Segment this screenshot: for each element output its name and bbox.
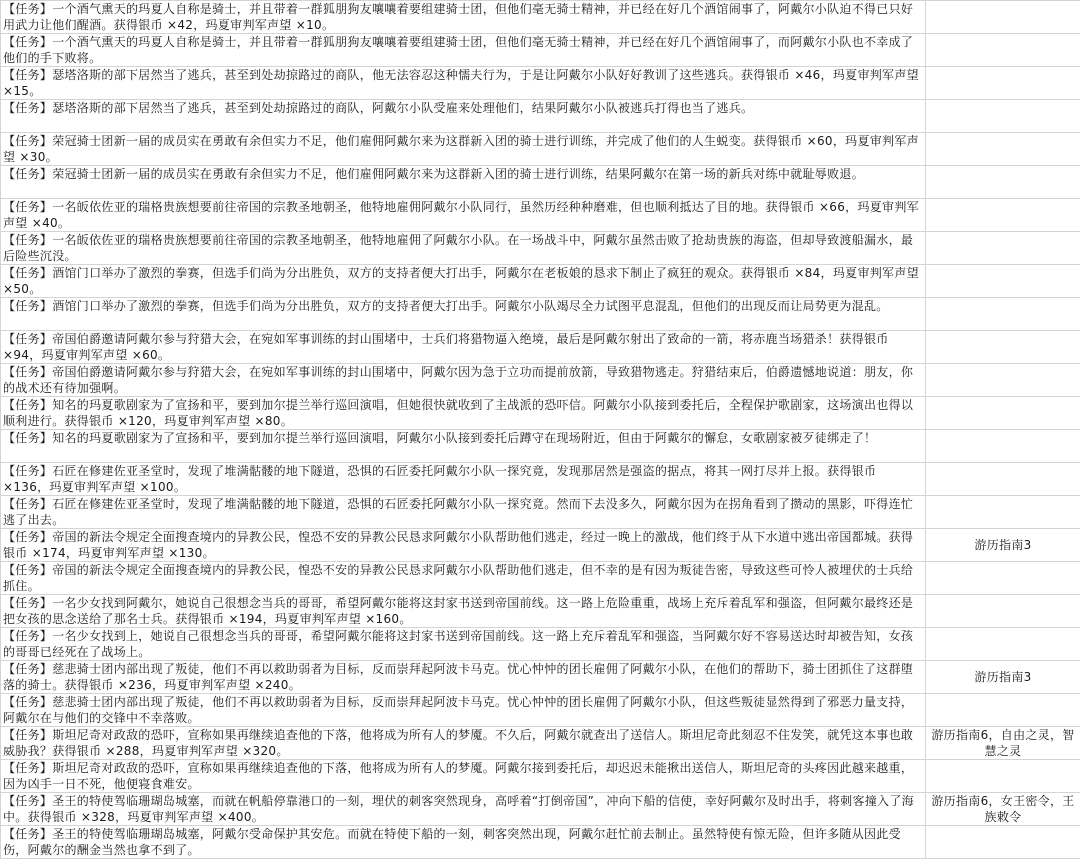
reward-note-cell[interactable] [926,34,1080,67]
quest-description-cell[interactable]: 【任务】一名皈依佐亚的瑞格贵族想要前往帝国的宗教圣地朝圣，他特地雇佣了阿戴尔小队。在一场战斗中，阿戴尔虽然击败了抢劫贵族的海盗，但却导致渡船漏水，最后险些沉没。 [1,232,926,265]
quest-description-cell[interactable]: 【任务】酒馆门口举办了激烈的拳赛，但选手们尚为分出胜负，双方的支持者便大打出手，阿戴尔在老板娘的恳求下制止了疯狂的观众。获得银币 ×84，玛夏审判军声望 ×50。 [1,265,926,298]
quest-description-cell[interactable]: 【任务】圣王的特使驾临珊瑚岛城塞，阿戴尔受命保护其安危。而就在特使下船的一刻，刺客突然出现，阿戴尔赶忙前去制止。虽然特使有惊无险，但许多随从因此受伤，阿戴尔的酬金当然也拿不到了。 [1,826,926,859]
reward-note-cell[interactable] [926,628,1080,661]
table-row [1,595,1080,628]
quest-description-cell[interactable]: 【任务】一名皈依佐亚的瑞格贵族想要前往帝国的宗教圣地朝圣，他特地雇佣阿戴尔小队同行，虽然历经种种磨难，但也顺利抵达了目的地。获得银币 ×66，玛夏审判军声望 ×40。 [1,199,926,232]
table-row [1,826,1080,859]
reward-note-cell[interactable]: 游历指南6，自由之灵，智慧之灵 [926,727,1080,760]
reward-note-cell[interactable] [926,1,1080,34]
table-row [1,562,1080,595]
quest-description-cell[interactable]: 【任务】慈悲骑士团内部出现了叛徒，他们不再以救助弱者为目标，反而崇拜起阿波卡马克。忧心忡忡的团长雇佣了阿戴尔小队，但这些叛徒显然得到了邪恶力量支持，阿戴尔在与他们的交锋中不幸落败。 [1,694,926,727]
table-row [1,199,1080,232]
table-row [1,67,1080,100]
table-row [1,661,1080,694]
reward-note-cell[interactable] [926,100,1080,133]
reward-note-cell[interactable] [926,430,1080,463]
table-row [1,331,1080,364]
table-row [1,133,1080,166]
quest-description-cell[interactable]: 【任务】一名少女找到上，她说自己很想念当兵的哥哥，希望阿戴尔能将这封家书送到帝国前线。这一路上充斥着乱军和强盗，当阿戴尔好不容易送达时却被告知，女孩的哥哥已经死在了战场上。 [1,628,926,661]
reward-note-cell[interactable] [926,562,1080,595]
reward-note-cell[interactable]: 游历指南3 [926,529,1080,562]
table-row [1,727,1080,760]
quest-description-cell[interactable]: 【任务】知名的玛夏歌剧家为了宣扬和平，要到加尔提兰举行巡回演唱，阿戴尔小队接到委托后蹲守在现场附近，但由于阿戴尔的懈怠，女歌剧家被歹徒绑走了！ [1,430,926,463]
quest-description-cell[interactable]: 【任务】帝国伯爵邀请阿戴尔参与狩猎大会，在宛如军事训练的封山围堵中，士兵们将猎物逼入绝境，最后是阿戴尔射出了致命的一箭，将赤鹿当场猎杀！获得银币 ×94，玛夏审判军声望 ×60。 [1,331,926,364]
reward-note-cell[interactable] [926,67,1080,100]
table-row [1,34,1080,67]
quest-description-cell[interactable]: 【任务】帝国的新法令规定全面搜查境内的异教公民，惶恐不安的异教公民恳求阿戴尔小队帮助他们逃走，但不幸的是有因为叛徒告密，导致这些可怜人被埋伏的士兵给抓住。 [1,562,926,595]
reward-note-cell[interactable] [926,496,1080,529]
table-row [1,298,1080,331]
table-row [1,628,1080,661]
table-row [1,760,1080,793]
quest-description-cell[interactable]: 【任务】酒馆门口举办了激烈的拳赛，但选手们尚为分出胜负，双方的支持者便大打出手。阿戴尔小队竭尽全力试图平息混乱，但他们的出现反而让局势更为混乱。 [1,298,926,331]
reward-note-cell[interactable] [926,199,1080,232]
reward-note-cell[interactable] [926,826,1080,859]
reward-note-cell[interactable] [926,232,1080,265]
table-row [1,1,1080,34]
table-row [1,529,1080,562]
table-row [1,463,1080,496]
table-row [1,430,1080,463]
quest-description-cell[interactable]: 【任务】石匠在修建佐亚圣堂时，发现了堆满骷髅的地下隧道，恐惧的石匠委托阿戴尔小队一探究竟，发现那居然是强盗的据点，将其一网打尽并上报。获得银币 ×136，玛夏审判军声望 ×100。 [1,463,926,496]
quest-description-cell[interactable]: 【任务】帝国的新法令规定全面搜查境内的异教公民，惶恐不安的异教公民恳求阿戴尔小队帮助他们逃走，经过一晚上的激战，他们终于从下水道中逃出帝国都城。获得银币 ×174，玛夏审判军声望 ×130。 [1,529,926,562]
reward-note-cell[interactable] [926,760,1080,793]
table-row [1,232,1080,265]
quest-description-cell[interactable]: 【任务】圣王的特使驾临珊瑚岛城塞，而就在帆船停靠港口的一刻，埋伏的刺客突然现身，高呼着“打倒帝国”，冲向下船的信使，幸好阿戴尔及时出手，将刺客撞入了海中。获得银币 ×328，玛夏审判军声望 ×400。 [1,793,926,826]
reward-note-cell[interactable]: 游历指南6，女王密令，王族敕令 [926,793,1080,826]
quest-table-body [1,1,1080,859]
quest-description-cell[interactable]: 【任务】一个酒气熏天的玛夏人自称是骑士，并且带着一群狐朋狗友嚷嚷着要组建骑士团，但他们毫无骑士精神，并已经在好几个酒馆闹事了，阿戴尔小队迫不得已只好用武力让他们醒酒。获得银币 ×42，玛夏审判军声望 ×10。 [1,1,926,34]
reward-note-cell[interactable] [926,397,1080,430]
reward-note-cell[interactable] [926,265,1080,298]
reward-note-cell[interactable] [926,133,1080,166]
quest-description-cell[interactable]: 【任务】瑟塔洛斯的部下居然当了逃兵，甚至到处劫掠路过的商队，他无法容忍这种懦夫行为，于是让阿戴尔小队好好教训了这些逃兵。获得银币 ×46，玛夏审判军声望 ×15。 [1,67,926,100]
reward-note-cell[interactable] [926,694,1080,727]
table-row [1,166,1080,199]
table-row [1,793,1080,826]
quest-description-cell[interactable]: 【任务】荣冠骑士团新一届的成员实在勇敢有余但实力不足，他们雇佣阿戴尔来为这群新入团的骑士进行训练，结果阿戴尔在第一场的新兵对练中就耻辱败退。 [1,166,926,199]
table-row [1,397,1080,430]
table-row [1,265,1080,298]
reward-note-cell[interactable] [926,595,1080,628]
reward-note-cell[interactable] [926,463,1080,496]
reward-note-cell[interactable] [926,298,1080,331]
table-row [1,100,1080,133]
table-row [1,694,1080,727]
reward-note-cell[interactable]: 游历指南3 [926,661,1080,694]
quest-description-cell[interactable]: 【任务】一名少女找到阿戴尔，她说自己很想念当兵的哥哥，希望阿戴尔能将这封家书送到帝国前线。这一路上危险重重，战场上充斥着乱军和强盗，但阿戴尔最终还是把女孩的思念送给了那名士兵。获得银币 ×194，玛夏审判军声望 ×160。 [1,595,926,628]
quest-description-cell[interactable]: 【任务】石匠在修建佐亚圣堂时，发现了堆满骷髅的地下隧道，恐惧的石匠委托阿戴尔小队一探究竟。然而下去没多久，阿戴尔因为在拐角看到了攒动的黑影，吓得连忙逃了出去。 [1,496,926,529]
quest-description-cell[interactable]: 【任务】慈悲骑士团内部出现了叛徒，他们不再以救助弱者为目标，反而崇拜起阿波卡马克。忧心忡忡的团长雇佣了阿戴尔小队，在他们的帮助下，骑士团抓住了这群堕落的骑士。获得银币 ×236，玛夏审判军声望 ×240。 [1,661,926,694]
table-row [1,364,1080,397]
quest-description-cell[interactable]: 【任务】知名的玛夏歌剧家为了宣扬和平，要到加尔提兰举行巡回演唱，但她很快就收到了主战派的恐吓信。阿戴尔小队接到委托后，全程保护歌剧家，这场演出也得以顺利进行。获得银币 ×120，玛夏审判军声望 ×80。 [1,397,926,430]
quest-description-cell[interactable]: 【任务】一个酒气熏天的玛夏人自称是骑士，并且带着一群狐朋狗友嚷嚷着要组建骑士团，但他们毫无骑士精神，并已经在好几个酒馆闹事了，而阿戴尔小队也不幸成了他们的手下败将。 [1,34,926,67]
table-row [1,496,1080,529]
quest-description-cell[interactable]: 【任务】斯坦尼奇对政敌的恐吓，宣称如果再继续追查他的下落，他将成为所有人的梦魇。阿戴尔接到委托后，却迟迟未能揪出送信人，斯坦尼奇的头疼因此越来越重，因为凶手一日不死，他便寝食难安。 [1,760,926,793]
quest-description-cell[interactable]: 【任务】帝国伯爵邀请阿戴尔参与狩猎大会，在宛如军事训练的封山围堵中，阿戴尔因为急于立功而提前放箭，导致猎物逃走。狩猎结束后，伯爵遗憾地说道：朋友，你的战术还有待加强啊。 [1,364,926,397]
quest-description-cell[interactable]: 【任务】荣冠骑士团新一届的成员实在勇敢有余但实力不足，他们雇佣阿戴尔来为这群新入团的骑士进行训练，并完成了他们的人生蜕变。获得银币 ×60，玛夏审判军声望 ×30。 [1,133,926,166]
reward-note-cell[interactable] [926,331,1080,364]
reward-note-cell[interactable] [926,166,1080,199]
reward-note-cell[interactable] [926,364,1080,397]
quest-description-cell[interactable]: 【任务】瑟塔洛斯的部下居然当了逃兵，甚至到处劫掠路过的商队，阿戴尔小队受雇来处理他们，结果阿戴尔小队被逃兵打得也当了逃兵。 [1,100,926,133]
quest-description-cell[interactable]: 【任务】斯坦尼奇对政敌的恐吓，宣称如果再继续追查他的下落，他将成为所有人的梦魇。不久后，阿戴尔就查出了送信人。斯坦尼奇此刻忍不住发笑，就凭这本事也敢威胁我？获得银币 ×288，玛夏审判军声望 ×320。 [1,727,926,760]
